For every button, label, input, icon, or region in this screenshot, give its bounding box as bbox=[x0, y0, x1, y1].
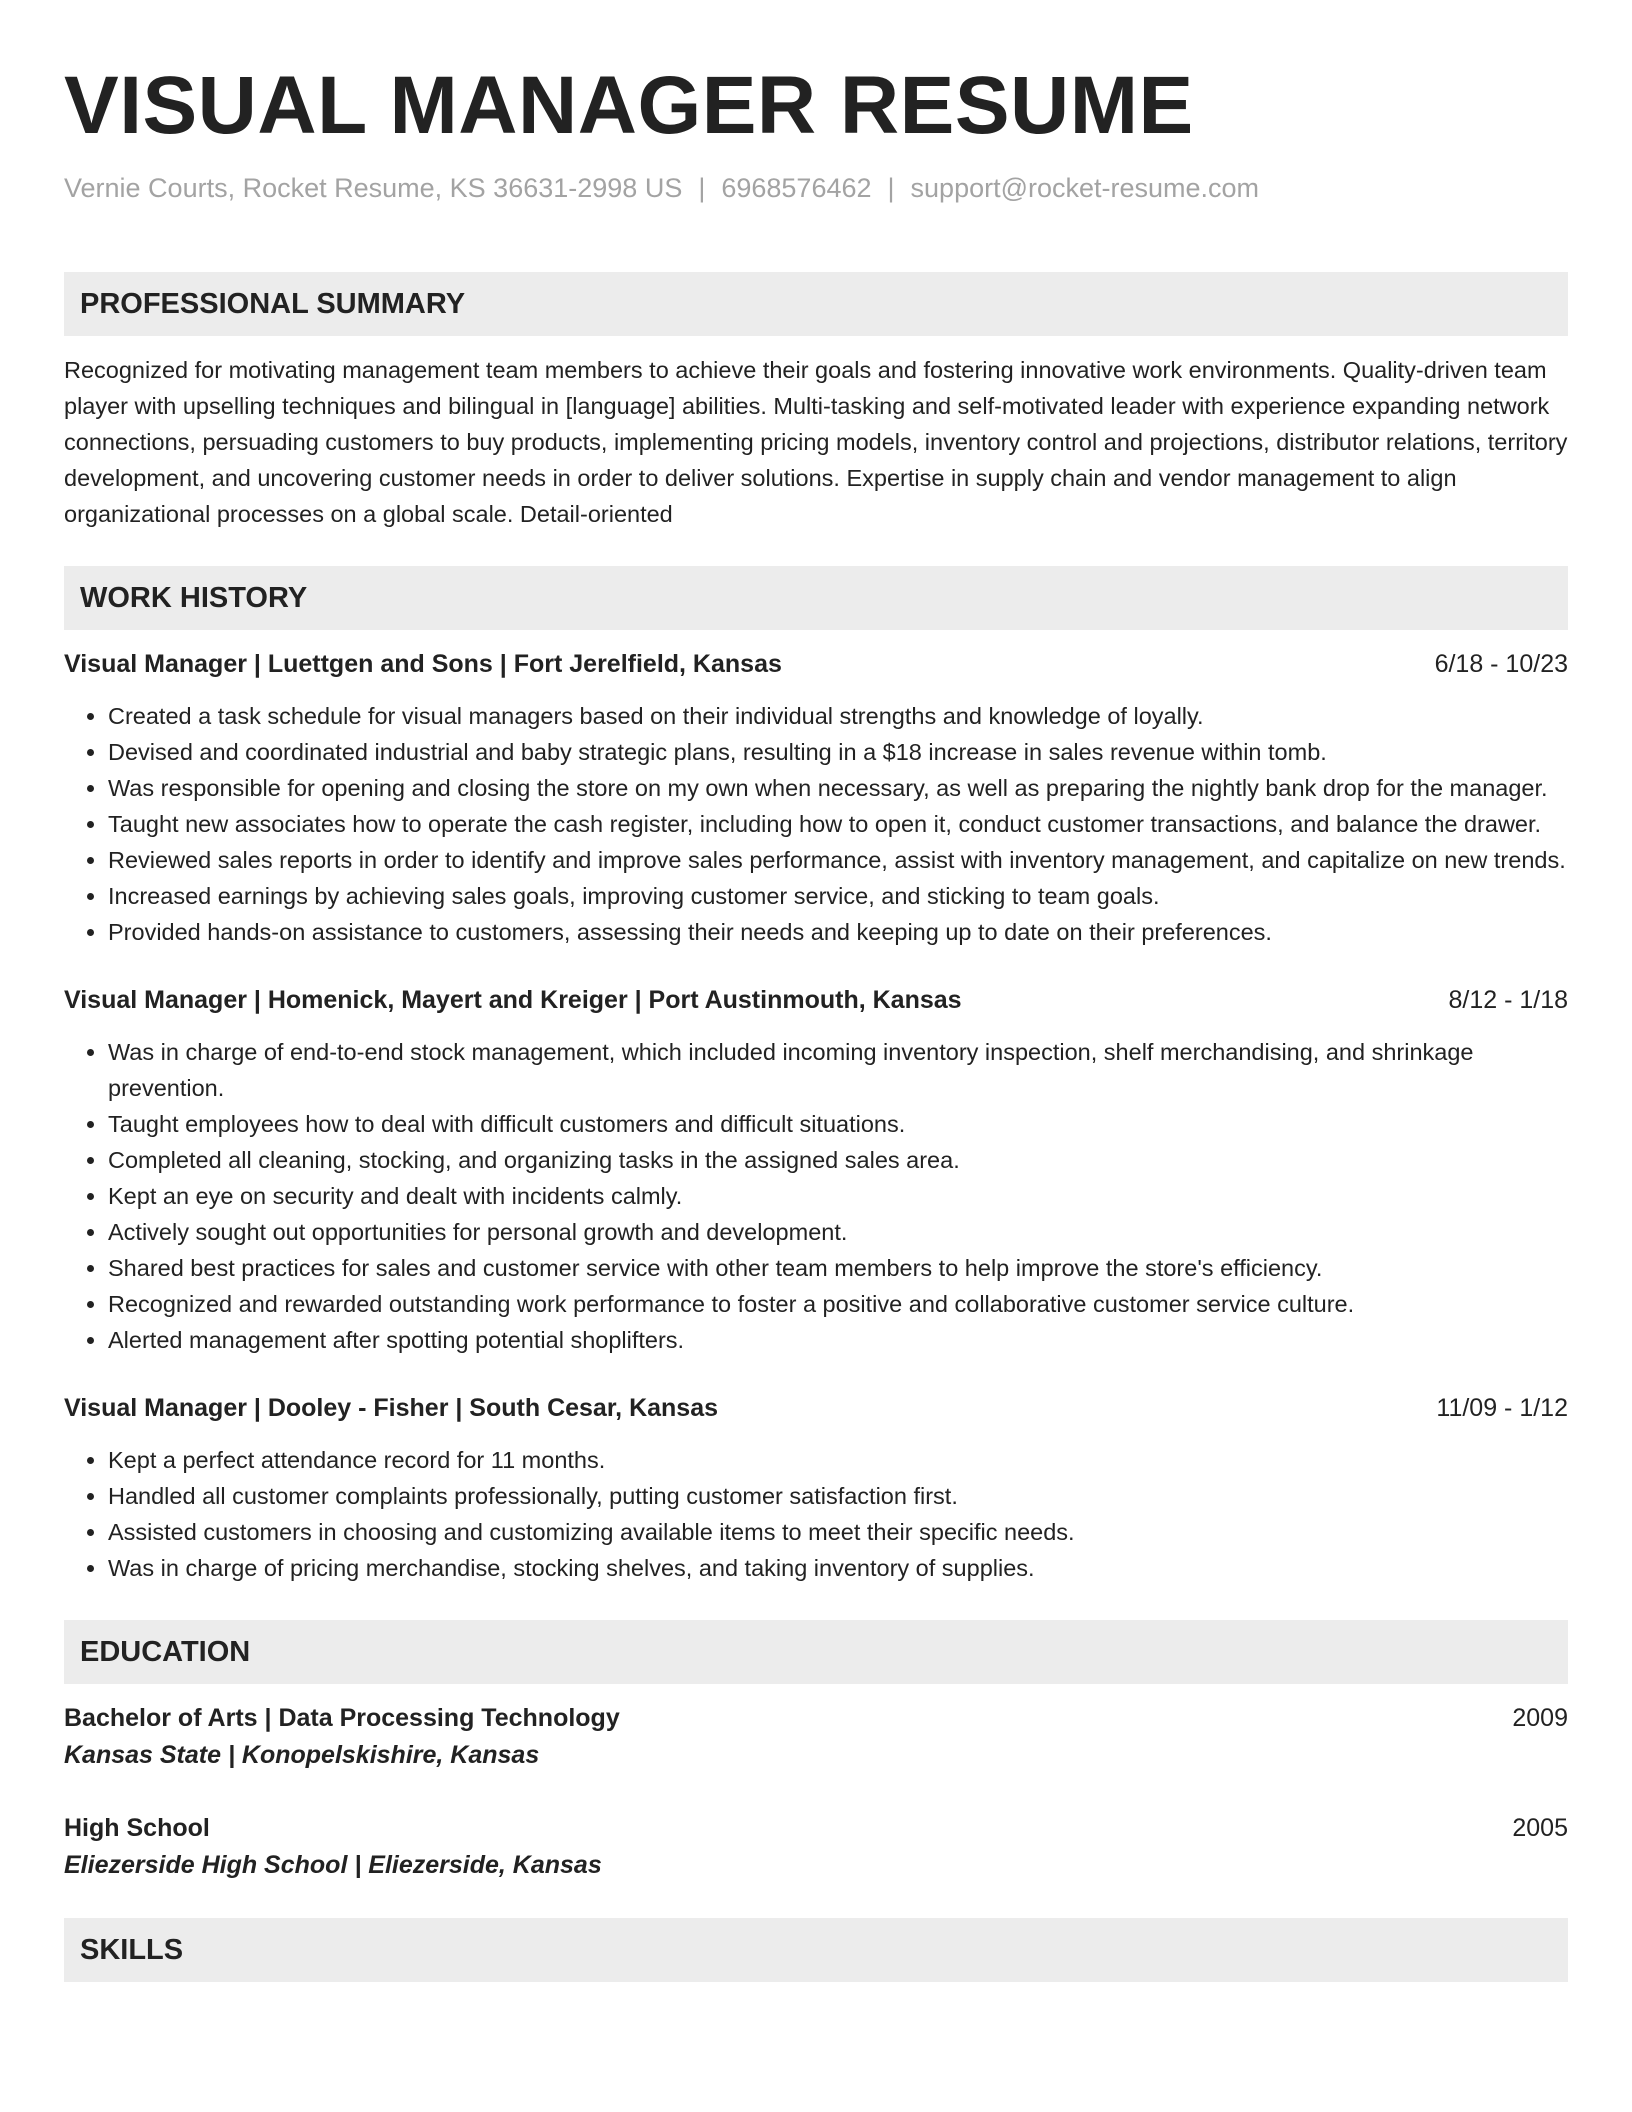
job-title: Visual Manager | Homenick, Mayert and Kreiger | Port Austinmouth, Kansas bbox=[64, 986, 962, 1014]
job-bullet: • Recognized and rewarded outstanding work performance to foster a positive and collaborative customer service culture. bbox=[108, 1286, 1568, 1322]
contact-separator: | bbox=[698, 173, 706, 203]
job-entry bbox=[64, 982, 1568, 1358]
job-bullet: • Completed all cleaning, stocking, and organizing tasks in the assigned sales area. bbox=[108, 1142, 1568, 1178]
education-degree: Bachelor of Arts | Data Processing Technology bbox=[64, 1704, 620, 1732]
work-history-heading: WORK HISTORY bbox=[64, 566, 1568, 630]
contact-email: support@rocket-resume.com bbox=[910, 173, 1260, 203]
job-dates: 11/09 - 1/12 bbox=[1436, 1394, 1568, 1422]
job-bullet: • Handled all customer complaints professionally, putting customer satisfaction first. bbox=[108, 1478, 1568, 1514]
resume-title: VISUAL MANAGER RESUME bbox=[64, 60, 1194, 151]
job-header bbox=[64, 646, 1568, 682]
education-entry bbox=[64, 1810, 1568, 1884]
job-bullet: • Actively sought out opportunities for personal growth and development. bbox=[108, 1214, 1568, 1250]
job-title: Visual Manager | Luettgen and Sons | Fort Jerelfield, Kansas bbox=[64, 650, 782, 678]
education-school: Kansas State | Konopelskishire, Kansas bbox=[64, 1741, 540, 1769]
job-bullet: • Was in charge of pricing merchandise, stocking shelves, and taking inventory of supplies. bbox=[108, 1550, 1568, 1586]
job-title: Visual Manager | Dooley - Fisher | South Cesar, Kansas bbox=[64, 1394, 719, 1422]
skills-heading: SKILLS bbox=[64, 1918, 1568, 1982]
job-bullets bbox=[64, 1034, 1568, 1358]
job-bullet: • Was responsible for opening and closing the store on my own when necessary, as well as preparing the nightly bank drop for the manager. bbox=[108, 770, 1568, 806]
job-bullet: • Shared best practices for sales and customer service with other team members to help improve the store's efficiency. bbox=[108, 1250, 1568, 1286]
job-bullet: • Provided hands-on assistance to customers, assessing their needs and keeping up to date on their preferences. bbox=[108, 914, 1568, 950]
education-header bbox=[64, 1700, 1568, 1736]
education-school: Eliezerside High School | Eliezerside, Kansas bbox=[64, 1851, 602, 1879]
contact-phone: 6968576462 bbox=[721, 173, 872, 203]
education-degree: High School bbox=[64, 1814, 210, 1842]
job-dates: 6/18 - 10/23 bbox=[1434, 650, 1568, 678]
education-year: 2009 bbox=[1512, 1704, 1568, 1732]
job-bullet: • Taught new associates how to operate the cash register, including how to open it, conduct customer transactions, and balance the drawer. bbox=[108, 806, 1568, 842]
summary-text: Recognized for motivating management team members to achieve their goals and fostering innovative work environments. Quality-driven team player with upselling techniques and bilingual in [language] abilities. Multi-tasking and self-motivated leader with experience expanding network connections, persuading customers to buy products, implementing pricing models, inventory control and projections, distributor relations, territory development, and uncovering customer needs in order to deliver solutions. Expertise in supply chain and vendor management to align organizational processes on a global scale. Detail-oriented bbox=[64, 357, 1568, 527]
job-bullet: • Created a task schedule for visual managers based on their individual strengths and knowledge of loyally. bbox=[108, 698, 1568, 734]
education-heading: EDUCATION bbox=[64, 1620, 1568, 1684]
contact-separator: | bbox=[887, 173, 895, 203]
job-header bbox=[64, 1390, 1568, 1426]
job-bullets bbox=[64, 1442, 1568, 1586]
resume-page bbox=[64, 0, 1568, 1982]
education-entry bbox=[64, 1700, 1568, 1774]
job-header bbox=[64, 982, 1568, 1018]
job-bullet: • Devised and coordinated industrial and baby strategic plans, resulting in a $18 increase in sales revenue within tomb. bbox=[108, 734, 1568, 770]
job-bullet: • Reviewed sales reports in order to identify and improve sales performance, assist with inventory management, and capitalize on new trends. bbox=[108, 842, 1568, 878]
education-year: 2005 bbox=[1512, 1814, 1568, 1842]
job-bullet: • Increased earnings by achieving sales goals, improving customer service, and sticking to team goals. bbox=[108, 878, 1568, 914]
job-bullets bbox=[64, 698, 1568, 950]
job-bullet: • Kept an eye on security and dealt with incidents calmly. bbox=[108, 1178, 1568, 1214]
job-bullet: • Taught employees how to deal with difficult customers and difficult situations. bbox=[108, 1106, 1568, 1142]
summary-heading: PROFESSIONAL SUMMARY bbox=[64, 272, 1568, 336]
job-bullet: • Was in charge of end-to-end stock management, which included incoming inventory inspection, shelf merchandising, and shrinkage prevention. bbox=[108, 1034, 1568, 1106]
job-bullet: • Assisted customers in choosing and customizing available items to meet their specific needs. bbox=[108, 1514, 1568, 1550]
job-bullet: • Kept a perfect attendance record for 11 months. bbox=[108, 1442, 1568, 1478]
job-entry bbox=[64, 646, 1568, 950]
education-header bbox=[64, 1810, 1568, 1846]
job-entry bbox=[64, 1390, 1568, 1586]
contact-line bbox=[64, 170, 1568, 206]
contact-address: Vernie Courts, Rocket Resume, KS 36631-2998 US bbox=[64, 173, 683, 203]
job-dates: 8/12 - 1/18 bbox=[1448, 986, 1568, 1014]
job-bullet: • Alerted management after spotting potential shoplifters. bbox=[108, 1322, 1568, 1358]
